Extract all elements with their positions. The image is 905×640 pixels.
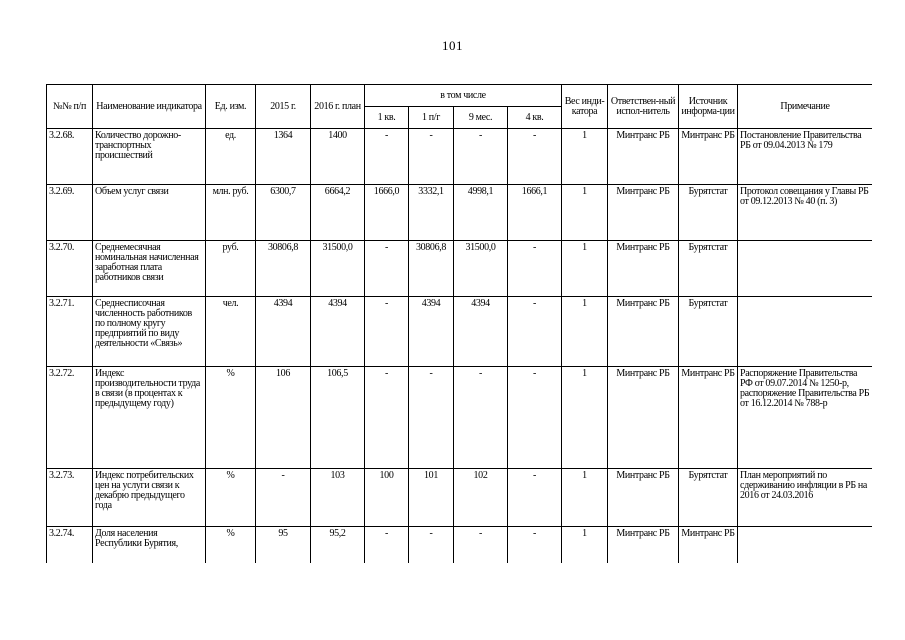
table-row [47,367,873,469]
header-num: №№ п/п [47,85,93,129]
cell-2016: 31500,0 [311,241,365,297]
cell-name: Доля населения Республики Бурятия, [93,527,206,563]
cell-name: Индекс производительности труда в связи (в процентах к предыдущему году) [93,367,206,469]
cell-source: Бурятстат [679,469,738,527]
cell-h1: 4394 [409,297,454,367]
cell-note: Распоряжение Правительства РФ от 09.07.2014 № 1250-р, распоряжение Правительства РБ от 16.12.2014 № 788-р [738,367,873,469]
cell-unit: % [206,527,256,563]
cell-q1: - [365,367,409,469]
header-unit: Ед. изм. [206,85,256,129]
cell-weight: 1 [562,527,608,563]
cell-q1: - [365,527,409,563]
cell-num: 3.2.73. [47,469,93,527]
cell-9m: - [454,367,508,469]
cell-num: 3.2.70. [47,241,93,297]
table-row [47,297,873,367]
header-2015: 2015 г. [256,85,311,129]
cell-q1: - [365,297,409,367]
cell-responsible: Минтранс РБ [608,241,679,297]
cell-2016: 95,2 [311,527,365,563]
header-note: Примечание [738,85,873,129]
cell-responsible: Минтранс РБ [608,185,679,241]
cell-2015: 95 [256,527,311,563]
cell-note [738,241,873,297]
header-9m: 9 мес. [454,107,508,129]
cell-source: Минтранс РБ [679,527,738,563]
cell-responsible: Минтранс РБ [608,367,679,469]
cell-num: 3.2.68. [47,129,93,185]
header-name: Наименование индикатора [93,85,206,129]
cell-unit: руб. [206,241,256,297]
cell-unit: млн. руб. [206,185,256,241]
cell-2015: 4394 [256,297,311,367]
cell-q4: 1666,1 [508,185,562,241]
cell-2016: 6664,2 [311,185,365,241]
cell-2015: 30806,8 [256,241,311,297]
header-including: в том числе [365,85,562,107]
cell-h1: - [409,367,454,469]
cell-q4: - [508,241,562,297]
cell-source: Бурятстат [679,185,738,241]
cell-9m: - [454,527,508,563]
header-q4: 4 кв. [508,107,562,129]
cell-name: Среднемесячная номинальная начисленная заработная плата работников связи [93,241,206,297]
table-row [47,241,873,297]
cell-source: Минтранс РБ [679,367,738,469]
cell-num: 3.2.74. [47,527,93,563]
cell-note [738,297,873,367]
table-row [47,129,873,185]
cell-num: 3.2.69. [47,185,93,241]
cell-9m: 31500,0 [454,241,508,297]
cell-q1: 100 [365,469,409,527]
cell-unit: % [206,367,256,469]
header-responsible: Ответствен-ный испол-нитель [608,85,679,129]
indicators-table [46,84,872,563]
cell-source: Бурятстат [679,297,738,367]
cell-2015: 1364 [256,129,311,185]
header-2016-plan: 2016 г. план [311,85,365,129]
table-row [47,527,873,563]
cell-unit: чел. [206,297,256,367]
cell-weight: 1 [562,129,608,185]
cell-2015: 6300,7 [256,185,311,241]
cell-2015: 106 [256,367,311,469]
cell-unit: % [206,469,256,527]
cell-name: Среднесписочная численность работников по полному кругу предприятий по виду деятельности «Связь» [93,297,206,367]
table-row [47,185,873,241]
cell-9m: 102 [454,469,508,527]
table-row [47,469,873,527]
cell-unit: ед. [206,129,256,185]
cell-h1: 3332,1 [409,185,454,241]
cell-weight: 1 [562,185,608,241]
cell-weight: 1 [562,241,608,297]
cell-q1: 1666,0 [365,185,409,241]
cell-q1: - [365,241,409,297]
cell-weight: 1 [562,367,608,469]
cell-q4: - [508,527,562,563]
header-h1: 1 п/г [409,107,454,129]
cell-responsible: Минтранс РБ [608,297,679,367]
cell-num: 3.2.72. [47,367,93,469]
cell-num: 3.2.71. [47,297,93,367]
cell-h1: - [409,527,454,563]
cell-note: Протокол совещания у Главы РБ от 09.12.2013 № 40 (п. 3) [738,185,873,241]
cell-q4: - [508,129,562,185]
cell-name: Индекс потребительских цен на услуги связи к декабрю предыдущего года [93,469,206,527]
cell-h1: 101 [409,469,454,527]
cell-weight: 1 [562,297,608,367]
cell-q1: - [365,129,409,185]
cell-9m: - [454,129,508,185]
cell-2015: - [256,469,311,527]
cell-9m: 4394 [454,297,508,367]
cell-note: Постановление Правительства РБ от 09.04.2013 № 179 [738,129,873,185]
cell-q4: - [508,469,562,527]
cell-note: План мероприятий по сдерживанию инфляции в РБ на 2016 от 24.03.2016 [738,469,873,527]
cell-9m: 4998,1 [454,185,508,241]
cell-source: Минтранс РБ [679,129,738,185]
header-q1: 1 кв. [365,107,409,129]
cell-2016: 1400 [311,129,365,185]
cell-q4: - [508,297,562,367]
cell-h1: 30806,8 [409,241,454,297]
cell-q4: - [508,367,562,469]
cell-2016: 106,5 [311,367,365,469]
table-container [46,84,872,564]
cell-name: Количество дорожно-транспортных происшествий [93,129,206,185]
cell-name: Объем услуг связи [93,185,206,241]
cell-responsible: Минтранс РБ [608,527,679,563]
cell-responsible: Минтранс РБ [608,129,679,185]
cell-responsible: Минтранс РБ [608,469,679,527]
header-weight: Вес инди-катора [562,85,608,129]
page-number: 101 [442,38,463,53]
header-source: Источник информа-ции [679,85,738,129]
cell-2016: 103 [311,469,365,527]
cell-2016: 4394 [311,297,365,367]
cell-h1: - [409,129,454,185]
cell-source: Бурятстат [679,241,738,297]
cell-weight: 1 [562,469,608,527]
cell-note [738,527,873,563]
header-row-1 [47,85,873,107]
